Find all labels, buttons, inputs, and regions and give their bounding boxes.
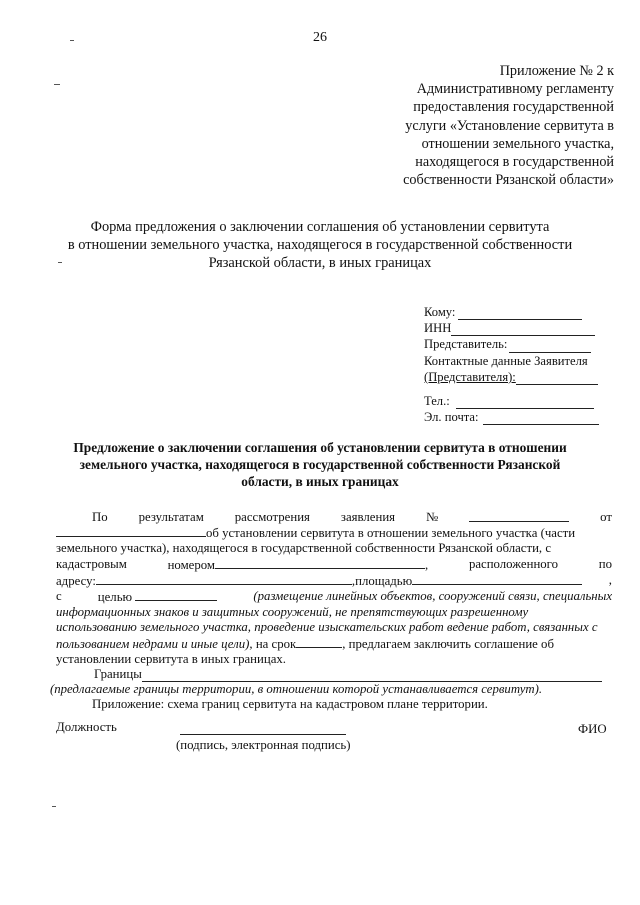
purpose-field[interactable] <box>135 589 217 601</box>
borders-caption: (предлагаемые границы территории, в отношении которой устанавливается сервитут). <box>50 682 543 697</box>
body-word: ,площадью <box>351 573 413 588</box>
appendix-header <box>354 62 614 189</box>
appendix-line: предоставления государственной <box>413 99 614 116</box>
body-word: кадастровым <box>56 556 127 571</box>
body-line-5 <box>56 573 612 589</box>
body-line-3 <box>56 541 612 556</box>
position-label: Должность <box>56 720 117 734</box>
proposal-title-line: Предложение о заключении соглашения об установлении сервитута в отношении <box>73 440 567 455</box>
body-word: на срок <box>255 636 297 651</box>
recipient-contacts-field[interactable] <box>516 372 598 385</box>
proposal-title-line: земельного участка, находящегося в государственной собственности Рязанской <box>79 456 561 472</box>
body-text: , предлагаем заключить соглашение об <box>342 636 554 651</box>
appendix-line: услуги «Установление сервитута в <box>405 117 614 134</box>
recipient-email-field[interactable] <box>483 412 599 425</box>
recipient-representative-label: Представитель: <box>424 337 508 352</box>
scan-speck <box>58 262 62 263</box>
body-word: рассмотрения <box>234 510 310 524</box>
recipient-to-field[interactable] <box>458 307 582 320</box>
recipient-to-label: Кому: <box>424 305 456 319</box>
body-text: информационных знаков и защитных сооружений, не препятствующих разрешенному <box>56 605 529 620</box>
appendix-line: собственности Рязанской области» <box>403 172 614 189</box>
form-title-line: Форма предложения о заключении соглашения об установлении сервитута <box>90 219 550 235</box>
body-word: , <box>608 572 612 587</box>
appendix-line: находящегося в государственной <box>415 154 614 171</box>
body-word: по <box>598 556 612 571</box>
body-word: № <box>426 510 439 524</box>
application-date-field[interactable] <box>56 525 206 537</box>
body-text: земельного участка), находящегося в государственной собственности Рязанской области, с <box>56 541 552 556</box>
body-text: пользованием недрами и иные цели), <box>56 636 253 651</box>
cadastral-number-field[interactable] <box>215 557 425 569</box>
body-word: расположенного <box>468 556 559 571</box>
body-word: номером <box>167 557 216 572</box>
body-line-9 <box>56 636 612 652</box>
recipient-email-label: Эл. почта: <box>424 410 479 425</box>
scan-speck <box>54 84 60 85</box>
body-word: По <box>92 510 108 524</box>
scan-speck <box>70 40 74 41</box>
proposal-title-line: области, в иных границах <box>241 473 399 489</box>
signature-caption: (подпись, электронная подпись) <box>176 738 351 752</box>
recipient-contacts-label-2: (Представителя): <box>424 369 516 384</box>
recipient-block <box>424 304 624 425</box>
borders-field[interactable] <box>142 670 602 682</box>
body-line-8 <box>56 620 612 635</box>
fio-label: ФИО <box>578 722 607 736</box>
body-word: целью <box>97 590 133 605</box>
proposal-title <box>0 440 640 490</box>
attachment-line: Приложение: схема границ сервитута на кадастровом плане территории. <box>92 697 488 712</box>
body-line-2 <box>56 525 612 541</box>
page-number: 26 <box>313 30 327 45</box>
body-text: использованию земельного участка, проведение изыскательских работ ведение работ, связанных с <box>56 620 598 635</box>
body-line-1 <box>56 510 612 525</box>
recipient-email-row <box>424 409 624 425</box>
form-title-line: Рязанской области, в иных границах <box>208 255 432 271</box>
body-line-10 <box>56 652 612 667</box>
body-line-6 <box>56 589 612 605</box>
body-word: результатам <box>138 510 204 524</box>
recipient-inn-field[interactable] <box>451 323 595 336</box>
body-text: установлении сервитута в иных границах. <box>56 651 286 666</box>
appendix-line: Приложение № 2 к <box>499 63 614 79</box>
signature-line[interactable] <box>180 734 346 735</box>
body-word: заявления <box>340 510 396 524</box>
body-text: (размещение линейных объектов, сооружений связи, специальных <box>253 589 612 604</box>
body-line-4 <box>56 557 612 573</box>
recipient-representative-field[interactable] <box>509 340 591 353</box>
appendix-line: Административному регламенту <box>416 81 614 98</box>
application-number-field[interactable] <box>469 510 569 522</box>
body-word: от <box>600 510 612 524</box>
body-line-7 <box>56 605 612 620</box>
body-text: об установлении сервитута в отношении земельного участка (части <box>206 526 576 541</box>
form-title-line: в отношении земельного участка, находящегося в государственной собственности <box>67 237 573 253</box>
recipient-to-row <box>424 304 624 320</box>
recipient-contacts-row <box>424 353 624 369</box>
scan-speck <box>52 806 56 807</box>
recipient-inn-label: ИНН <box>424 321 452 336</box>
address-field[interactable] <box>96 573 352 585</box>
body-word: , <box>425 557 429 572</box>
body-word: адресу: <box>56 573 96 588</box>
form-title <box>0 218 640 272</box>
recipient-contacts-row-2 <box>424 369 624 385</box>
appendix-line: отношении земельного участка, <box>421 135 614 152</box>
recipient-phone-row <box>424 393 624 409</box>
recipient-contacts-label: Контактные данные Заявителя <box>424 353 588 368</box>
recipient-phone-label: Тел.: <box>424 394 450 409</box>
term-field[interactable] <box>296 636 342 648</box>
borders-label: Границы <box>94 667 142 682</box>
area-field[interactable] <box>412 573 582 585</box>
recipient-phone-field[interactable] <box>456 396 594 409</box>
proposal-body <box>50 510 612 713</box>
borders-row <box>56 667 612 682</box>
recipient-inn-row <box>424 320 624 336</box>
recipient-representative-row <box>424 336 624 352</box>
body-word: с <box>56 589 62 604</box>
